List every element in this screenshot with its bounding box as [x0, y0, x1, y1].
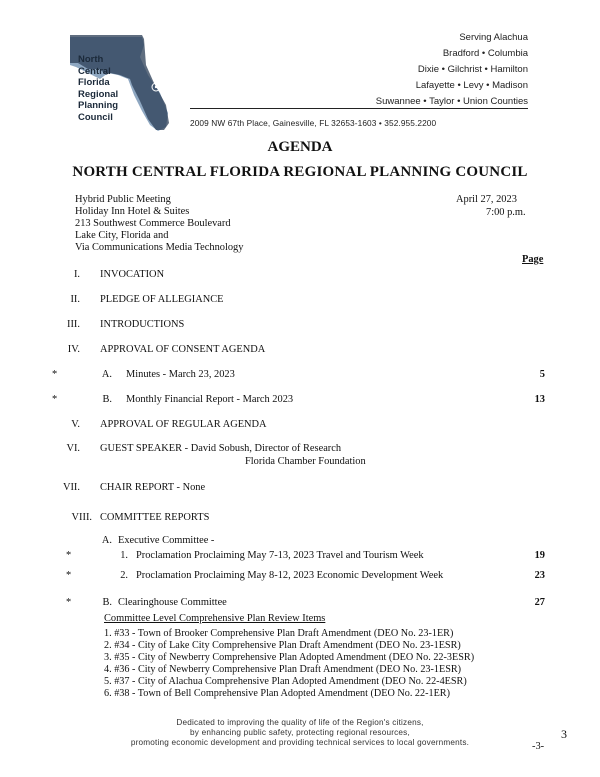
agenda-item	[0, 343, 600, 357]
item-number: IV.	[67, 344, 80, 355]
logo-wordmark	[78, 54, 118, 123]
item-text: Proclamation Proclaiming May 7-13, 2023 Travel and Tourism Week	[136, 550, 424, 561]
consent-marker: *	[52, 369, 58, 380]
county-line: Lafayette • Levy • Madison	[415, 80, 528, 91]
item-text: CHAIR REPORT - None	[100, 482, 206, 493]
item-subtext: Florida Chamber Foundation	[245, 456, 366, 467]
item-text: INTRODUCTIONS	[100, 319, 185, 330]
list-item: 5. #37 - City of Alachua Comprehensive Plan Adopted Amendment (DEO No. 22-4ESR)	[104, 675, 467, 687]
agenda-item	[0, 511, 600, 525]
venue-line: Via Communications Media Technology	[75, 242, 244, 253]
logo-line: Central	[78, 65, 111, 77]
agenda-item	[0, 293, 600, 307]
consent-marker: *	[66, 597, 72, 608]
footer-line: by enhancing public safety, protecting regional resources,	[190, 728, 410, 737]
venue-line: Hybrid Public Meeting	[75, 194, 171, 205]
item-text: GUEST SPEAKER - David Sobush, Director of Research	[100, 443, 342, 454]
agenda-item	[0, 481, 600, 495]
consent-marker: *	[66, 570, 72, 581]
item-text: INVOCATION	[100, 269, 165, 280]
organization-title: NORTH CENTRAL FLORIDA REGIONAL PLANNING COUNCIL	[72, 164, 528, 180]
agenda-item	[0, 418, 600, 432]
list-item: 2. #34 - City of Lake City Comprehensive Plan Draft Amendment (DEO No. 23-1ESR)	[104, 639, 461, 651]
agenda-item	[0, 534, 600, 548]
agenda-item	[0, 368, 600, 382]
meeting-date: April 27, 2023	[456, 194, 517, 205]
clearinghouse-heading: Committee Level Comprehensive Plan Review Items	[104, 613, 326, 624]
list-item: 1. #33 - Town of Brooker Comprehensive Plan Draft Amendment (DEO No. 23-1ER)	[104, 628, 454, 639]
county-line: Suwannee • Taylor • Union Counties	[375, 96, 528, 107]
agenda-title: AGENDA	[267, 139, 333, 155]
county-line: Bradford • Columbia	[442, 48, 528, 59]
agenda-item	[0, 318, 600, 332]
logo-line: Council	[78, 111, 113, 123]
address-line: 2009 NW 67th Place, Gainesville, FL 32653-1603 • 352.955.2200	[190, 118, 437, 128]
served-counties	[376, 30, 528, 110]
agenda-item	[0, 393, 600, 407]
item-text: Executive Committee -	[118, 535, 215, 546]
logo-line: Regional	[78, 88, 119, 100]
header-rule	[190, 108, 528, 109]
meeting-datetime	[456, 193, 526, 219]
list-item: 3. #35 - City of Newberry Comprehensive Plan Adopted Amendment (DEO No. 22-3ESR)	[104, 651, 475, 663]
item-number: VI.	[66, 443, 80, 454]
item-text: Proclamation Proclaiming May 8-12, 2023 Economic Development Week	[136, 570, 444, 581]
agenda-item	[0, 549, 600, 563]
agenda-item	[0, 442, 600, 467]
footer-line: Dedicated to improving the quality of life of the Region's citizens,	[176, 718, 424, 727]
item-page: 19	[534, 550, 545, 561]
item-text: Minutes - March 23, 2023	[126, 369, 235, 380]
item-number: VIII.	[71, 512, 92, 523]
item-number: II.	[70, 294, 80, 305]
consent-marker: *	[52, 394, 58, 405]
consent-marker: *	[66, 550, 72, 561]
item-page: 23	[534, 570, 545, 581]
list-item: 4. #36 - City of Newberry Comprehensive Plan Draft Amendment (DEO No. 23-1ESR)	[104, 663, 462, 675]
agenda-item	[0, 596, 600, 610]
item-text: COMMITTEE REPORTS	[100, 512, 210, 523]
county-line: Serving Alachua	[459, 32, 528, 43]
item-number: I.	[73, 269, 80, 280]
council-logo	[70, 35, 170, 131]
item-page: 13	[534, 394, 545, 405]
item-text: APPROVAL OF CONSENT AGENDA	[100, 344, 266, 355]
item-page: 27	[534, 597, 545, 608]
item-text: PLEDGE OF ALLEGIANCE	[100, 294, 224, 305]
item-number: 1.	[120, 550, 128, 561]
page-label: -3-	[532, 741, 545, 752]
item-text: Clearinghouse Committee	[118, 597, 227, 608]
item-number: B.	[102, 394, 112, 405]
agenda-item	[0, 569, 600, 583]
page-number: 3	[561, 727, 567, 741]
meeting-time: 7:00 p.m.	[486, 207, 526, 218]
meeting-venue	[75, 194, 243, 254]
page-column-heading: Page	[522, 254, 544, 265]
clearinghouse-list	[104, 628, 474, 699]
venue-line: Holiday Inn Hotel & Suites	[75, 206, 190, 217]
logo-line: Planning	[78, 100, 119, 111]
item-number: 2.	[120, 570, 128, 581]
item-number: V.	[71, 419, 80, 430]
item-number: B.	[102, 597, 112, 608]
logo-line: North	[78, 54, 104, 65]
item-number: VII.	[62, 482, 80, 493]
item-text: Monthly Financial Report - March 2023	[126, 394, 294, 405]
logo-line: Florida	[78, 77, 110, 88]
agenda-item	[0, 268, 600, 282]
mission-footer	[60, 718, 540, 748]
item-text: APPROVAL OF REGULAR AGENDA	[100, 419, 267, 430]
item-number: A.	[101, 369, 112, 380]
item-number: A.	[101, 535, 112, 546]
item-number: III.	[67, 319, 80, 330]
item-page: 5	[539, 369, 545, 380]
venue-line: 213 Southwest Commerce Boulevard	[75, 218, 231, 229]
list-item: 6. #38 - Town of Bell Comprehensive Plan Adopted Amendment (DEO No. 22-1ER)	[104, 687, 450, 699]
venue-line: Lake City, Florida and	[75, 230, 169, 241]
footer-line: promoting economic development and providing technical services to local governments.	[130, 738, 470, 747]
county-line: Dixie • Gilchrist • Hamilton	[417, 64, 528, 75]
